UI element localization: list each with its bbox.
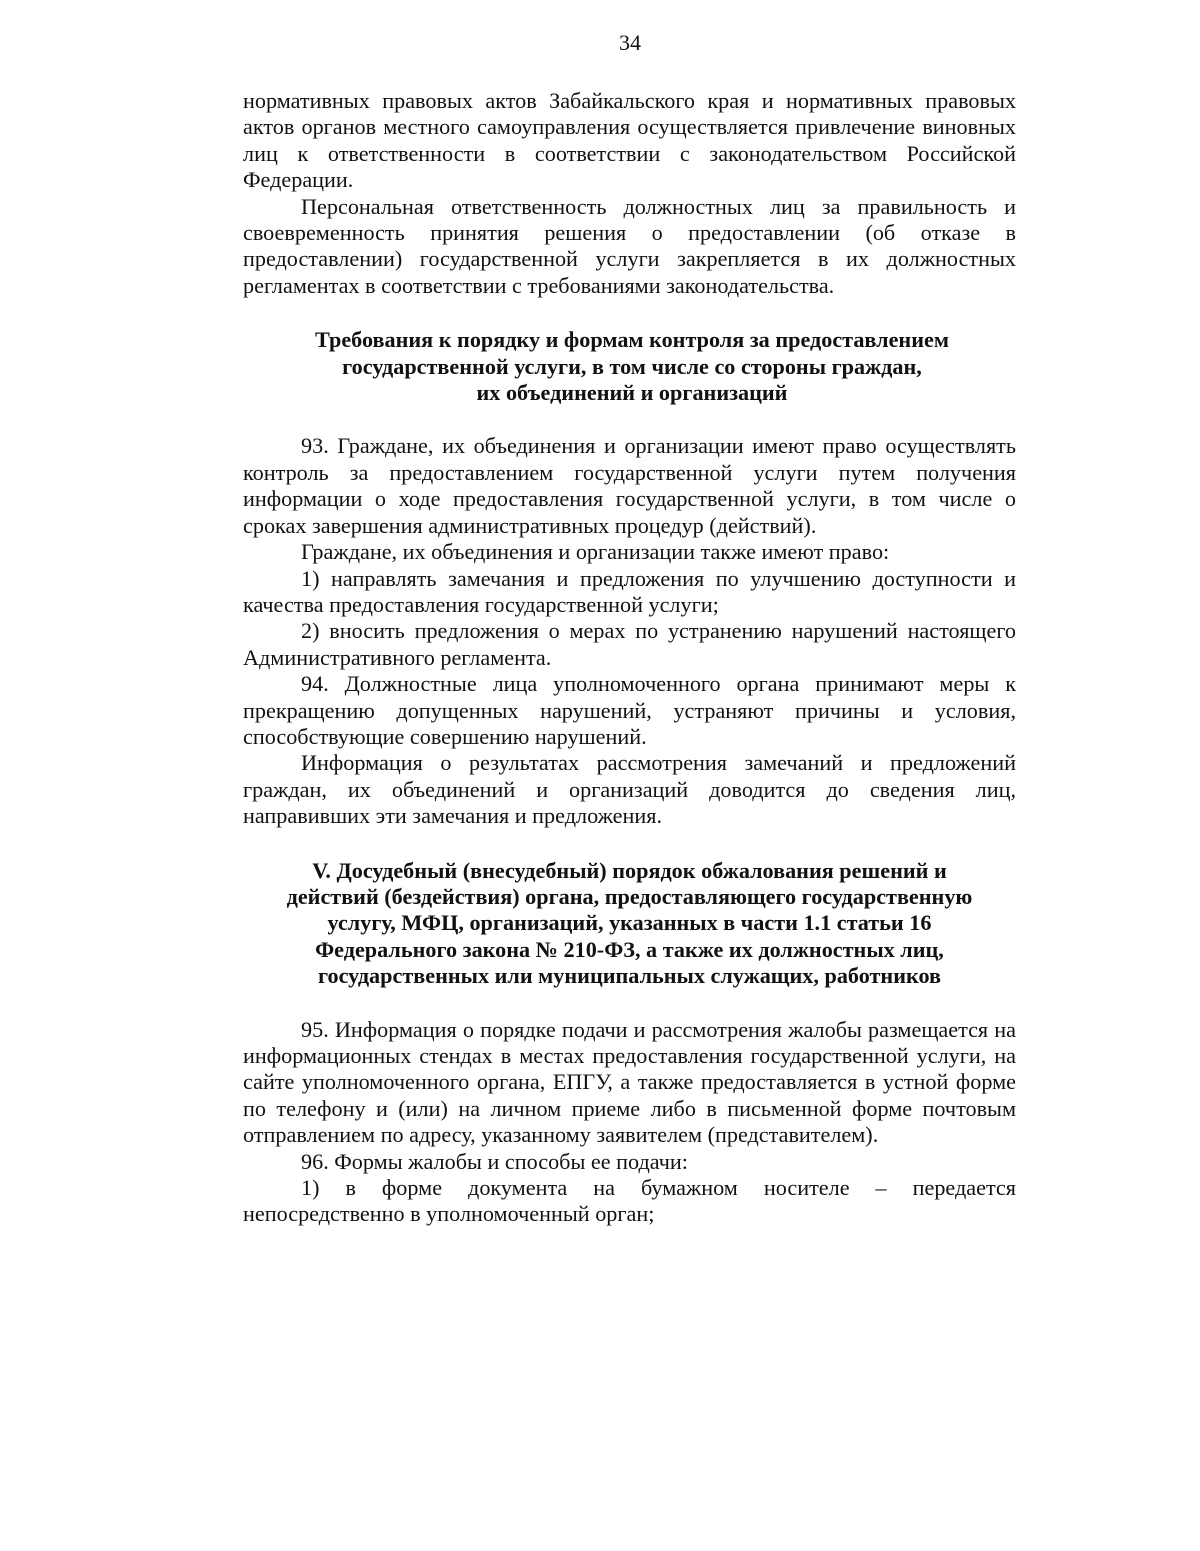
heading-line: действий (бездействия) органа, предоставляющего государственную <box>286 883 973 909</box>
heading-line: Федерального закона № 210-ФЗ, а также их должностных лиц, <box>315 936 944 962</box>
list-item-1: 1) направлять замечания и предложения по улучшению доступности и качества предоставления государственной услуги; <box>243 565 1016 617</box>
paragraph-95: 95. Информация о порядке подачи и рассмотрения жалобы размещается на информационных стендах в местах предоставления государственной услуги, на сайте уполномоченного органа, ЕПГУ, а также предоставляется в устной форме по телефону и (или) на личном приеме либо в письменной форме почтовым отправлением по адресу, указанному заявителем (представителем). <box>243 1016 1016 1148</box>
paragraph-96: 96. Формы жалобы и способы ее подачи: <box>301 1148 688 1174</box>
document-body <box>243 88 1016 1228</box>
section-heading-control <box>243 327 1016 406</box>
paragraph-93: 93. Граждане, их объединения и организации имеют право осуществлять контроль за предоставлением государственной услуги путем получения информации о ходе предоставления государственной услуги, в том числе о сроках завершения административных процедур (действий). <box>243 433 1016 538</box>
list-item-paper-form: 1) в форме документа на бумажном носителе – передается непосредственно в уполномоченный орган; <box>243 1175 1016 1227</box>
heading-line: Требования к порядку и формам контроля за предоставлением <box>315 327 949 353</box>
paragraph-results-info: Информация о результатах рассмотрения замечаний и предложений граждан, их объединений и организаций доводится до сведения лиц, направивших эти замечания и предложения. <box>243 750 1016 829</box>
paragraph-94: 94. Должностные лица уполномоченного органа принимают меры к прекращению допущенных нарушений, устраняют причины и условия, способствующие совершению нарушений. <box>243 671 1016 749</box>
heading-line: V. Досудебный (внесудебный) порядок обжалования решений и <box>312 857 947 883</box>
heading-line: государственной услуги, в том числе со стороны граждан, <box>342 353 922 379</box>
paragraph-rights: Граждане, их объединения и организации также имеют право: <box>301 539 890 565</box>
list-item-2: 2) вносить предложения о мерах по устранению нарушений настоящего Административного регламента. <box>243 618 1016 670</box>
section-heading-v <box>243 858 1016 990</box>
heading-line: их объединений и организаций <box>476 380 788 406</box>
paragraph-personal-responsibility: Персональная ответственность должностных лиц за правильность и своевременность принятия решения о предоставлении (об отказе в предоставлении) государственной услуги закрепляется в их должностных регламентах в соответствии с требованиями законодательства. <box>243 193 1016 298</box>
page-number: 34 <box>619 30 641 55</box>
heading-line: услугу, МФЦ, организаций, указанных в части 1.1 статьи 16 <box>327 910 932 936</box>
paragraph-continuation: нормативных правовых актов Забайкальского края и нормативных правовых актов органов местного самоуправления осуществляется привлечение виновных лиц к ответственности в соответствии с законодательством Российской Федерации. <box>243 88 1016 193</box>
heading-line: государственных или муниципальных служащих, работников <box>317 963 942 989</box>
